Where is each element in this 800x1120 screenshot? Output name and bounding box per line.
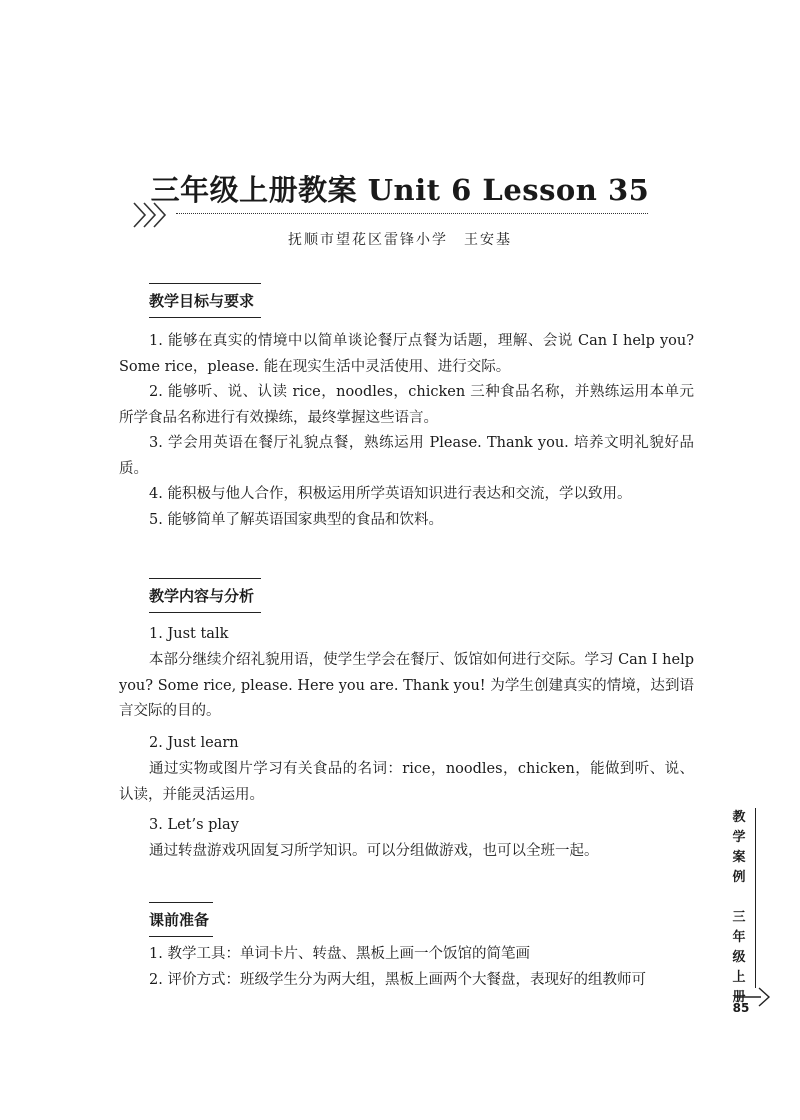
paragraph: 1. 能够在真实的情境中以简单谈论餐厅点餐为话题，理解、会说 Can I help you? Some rice，please. 能在现实生活中灵活使用、进行交际。 bbox=[119, 333, 694, 375]
paragraph: 通过转盘游戏巩固复习所学知识。可以分组做游戏，也可以全班一起。 bbox=[149, 843, 599, 859]
paragraph: 2. 评价方式：班级学生分为两大组，黑板上画两个大餐盘，表现好的组教师可 bbox=[149, 972, 646, 988]
author-line: 抚顺市望花区雷锋小学 王安基 bbox=[288, 232, 512, 248]
paragraph: 本部分继续介绍礼貌用语，使学生学会在餐厅、饭馆如何进行交际。学习 Can I help you? Some rice, please. Here you are. Thank you! 为学生创建真实的情境，达到语言交际的目的。 bbox=[119, 652, 694, 719]
paragraph: 3. 学会用英语在餐厅礼貌点餐，熟练运用 Please. Thank you. 培养文明礼貌好品质。 bbox=[119, 435, 694, 477]
paragraph: 1. 教学工具：单词卡片、转盘、黑板上画一个饭馆的简笔画 bbox=[149, 946, 530, 962]
side-tab-char: 案 bbox=[732, 850, 746, 865]
side-tab-char: 例 bbox=[732, 870, 746, 885]
paragraph: 2. Just learn bbox=[149, 735, 239, 751]
section-heading-preparation: 课前准备 bbox=[149, 902, 213, 937]
side-tab-char: 年 bbox=[732, 930, 746, 945]
chevron-decoration-icon bbox=[132, 200, 174, 230]
paragraph: 通过实物或图片学习有关食品的名词：rice，noodles，chicken，能做到听、说、认读，并能灵活运用。 bbox=[119, 761, 694, 803]
paragraph: 2. 能够听、说、认读 rice，noodles，chicken 三种食品名称，并熟练运用本单元所学食品名称进行有效操练，最终掌握这些语言。 bbox=[119, 384, 694, 426]
side-tab-char: 上 bbox=[732, 970, 746, 985]
side-tab bbox=[722, 808, 756, 1008]
side-tab-rule bbox=[755, 808, 756, 988]
side-tab-label bbox=[722, 808, 756, 1008]
title-dotted-rule bbox=[176, 213, 648, 214]
paragraph: 3. Let’s play bbox=[149, 817, 239, 833]
section-heading-content-analysis: 教学内容与分析 bbox=[149, 578, 261, 613]
side-tab-gap bbox=[722, 888, 756, 908]
page-number: 85 bbox=[732, 1001, 750, 1015]
side-tab-char: 册 bbox=[732, 990, 746, 1005]
side-tab-char: 教 bbox=[732, 810, 746, 825]
paragraph: 4. 能积极与他人合作，积极运用所学英语知识进行表达和交流，学以致用。 bbox=[149, 486, 632, 502]
side-tab-char: 级 bbox=[732, 950, 746, 965]
side-tab-char: 三 bbox=[732, 910, 746, 925]
page-title: 三年级上册教案 Unit 6 Lesson 35 bbox=[150, 173, 650, 207]
paragraph: 1. Just talk bbox=[149, 626, 229, 642]
side-tab-char: 学 bbox=[732, 830, 746, 845]
section-heading-objectives: 教学目标与要求 bbox=[149, 283, 261, 318]
paragraph: 5. 能够简单了解英语国家典型的食品和饮料。 bbox=[149, 512, 443, 528]
